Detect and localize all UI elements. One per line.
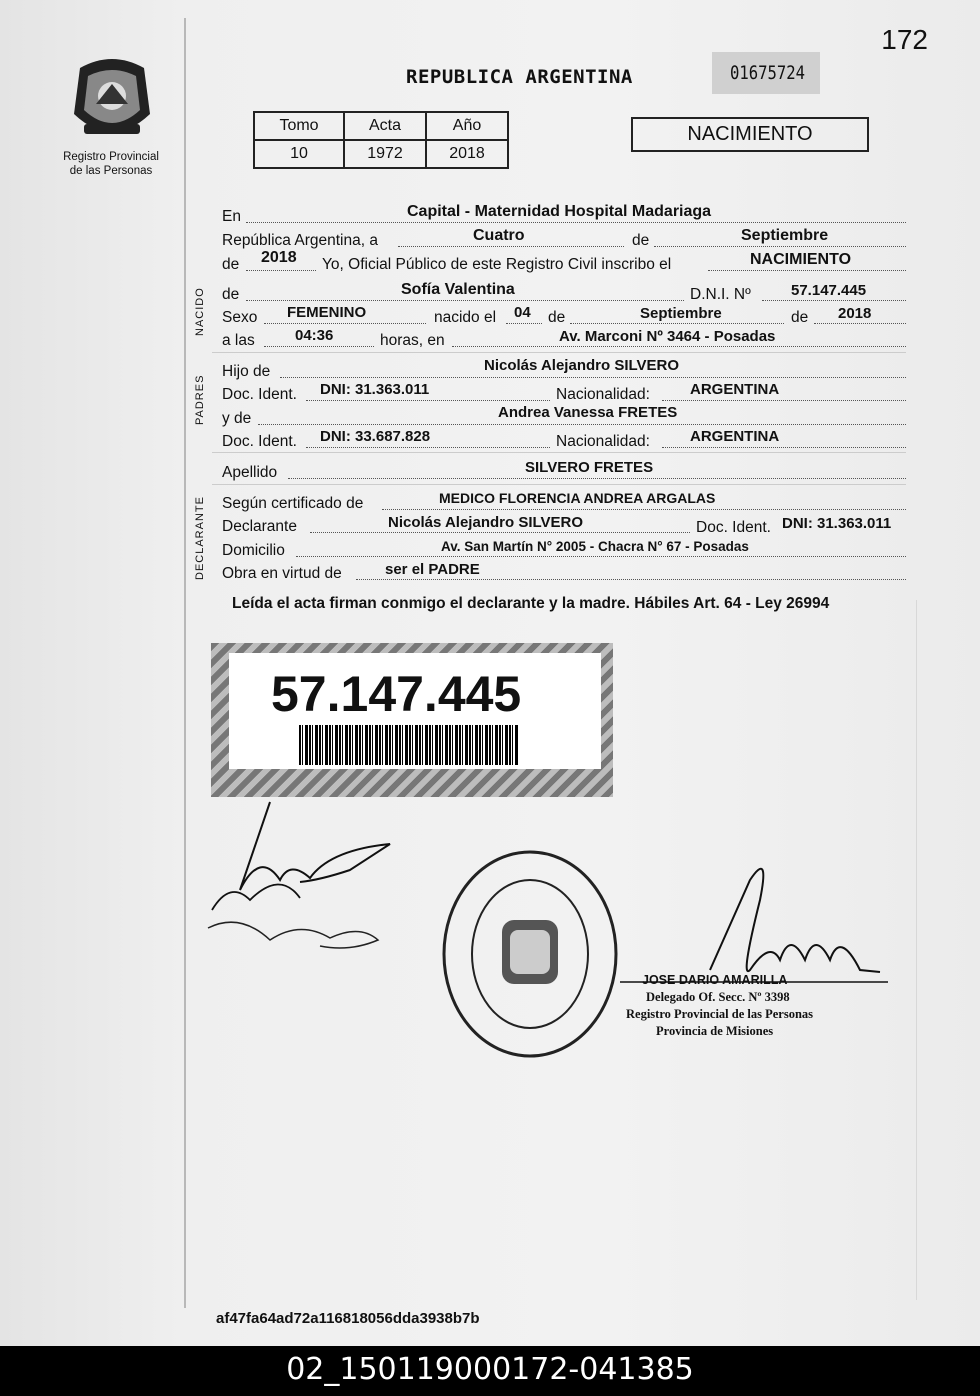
label-de-nac-anio: de <box>791 309 809 326</box>
volume-table <box>253 111 509 169</box>
barcode-icon <box>299 725 519 765</box>
value-dia: Cuatro <box>473 227 525 244</box>
value-padre: Nicolás Alejandro SILVERO <box>484 357 680 374</box>
label-doc-padre: Doc. Ident. <box>222 386 297 403</box>
value-apellido: SILVERO FRETES <box>525 459 654 476</box>
label-hijo-de: Hijo de <box>222 363 271 380</box>
page-number: 172 <box>881 24 928 55</box>
value-nac-mes: Septiembre <box>640 305 722 322</box>
label-domicilio: Domicilio <box>222 542 285 559</box>
header-anio: Año <box>426 112 508 140</box>
value-nac-dia: 04 <box>514 304 531 321</box>
value-mes: Septiembre <box>741 227 829 244</box>
value-declarante: Nicolás Alejandro SILVERO <box>388 514 584 531</box>
value-tomo: 10 <box>254 140 344 168</box>
value-declarante-doc: DNI: 31.363.011 <box>782 515 892 532</box>
dni-sticker-number: 57.147.445 <box>271 666 522 722</box>
side-label-declarante: DECLARANTE <box>194 496 206 580</box>
margin-line <box>184 18 186 1308</box>
value-padre-nac: ARGENTINA <box>690 381 780 398</box>
province-seal-icon <box>66 54 158 146</box>
value-domicilio-nac: Av. Marconi Nº 3464 - Posadas <box>559 328 776 345</box>
document-title: REPUBLICA ARGENTINA <box>406 66 633 88</box>
label-obra: Obra en virtud de <box>222 565 342 582</box>
record-type-box: NACIMIENTO <box>631 117 869 152</box>
label-a-las: a las <box>222 332 255 349</box>
section-separator <box>212 352 906 353</box>
header-tomo: Tomo <box>254 112 344 140</box>
value-padre-doc: DNI: 31.363.011 <box>320 381 430 398</box>
value-nac-anio: 2018 <box>838 305 872 322</box>
value-hora: 04:36 <box>295 327 334 344</box>
value-sexo: FEMENINO <box>287 304 367 321</box>
value-anio: 2018 <box>426 140 508 168</box>
label-en: En <box>222 208 241 225</box>
label-republica: República Argentina, a <box>222 232 378 249</box>
official-name: JOSE DARIO AMARILLA <box>642 973 788 987</box>
value-inscripcion: NACIMIENTO <box>750 251 852 268</box>
value-certificado: MEDICO FLORENCIA ANDREA ARGALAS <box>439 490 716 506</box>
label-doc-declarante: Doc. Ident. <box>696 519 771 536</box>
footer-bar <box>0 1346 980 1396</box>
label-sexo: Sexo <box>222 309 258 326</box>
dni-sticker-inner <box>229 653 601 769</box>
official-block <box>626 972 813 1040</box>
label-dni: D.N.I. Nº <box>690 286 751 303</box>
value-lugar: Capital - Maternidad Hospital Madariaga <box>407 203 712 220</box>
official-signature-icon <box>600 860 890 990</box>
header-acta: Acta <box>344 112 426 140</box>
value-madre: Andrea Vanessa FRETES <box>498 404 678 421</box>
value-madre-doc: DNI: 33.687.828 <box>320 428 431 445</box>
serial-box <box>712 52 820 94</box>
label-apellido: Apellido <box>222 464 278 481</box>
label-doc-madre: Doc. Ident. <box>222 433 297 450</box>
value-obra: ser el PADRE <box>385 561 480 578</box>
value-madre-nac: ARGENTINA <box>690 428 780 445</box>
margin-line-right <box>916 600 917 1300</box>
label-de-nac-mes: de <box>548 309 566 326</box>
footer-code: 02_150119000172-041385 <box>286 1352 694 1387</box>
official-province: Provincia de Misiones <box>656 1024 774 1038</box>
value-nombre: Sofía Valentina <box>401 281 515 298</box>
value-acta: 1972 <box>344 140 426 168</box>
official-role: Delegado Of. Secc. Nº 3398 <box>646 990 790 1004</box>
value-domicilio-decl: Av. San Martín N° 2005 - Chacra N° 67 - Posadas <box>441 539 749 554</box>
label-horas-en: horas, en <box>380 332 445 349</box>
registry-caption-line-1: Registro Provincial <box>63 151 159 163</box>
label-y-de: y de <box>222 410 252 427</box>
declarant-signature-icon <box>200 800 400 960</box>
label-segun: Según certificado de <box>222 495 364 512</box>
label-de-mes: de <box>632 232 650 249</box>
label-yo: Yo, Oficial Público de este Registro Civil inscribo el <box>322 256 672 273</box>
section-separator-3 <box>212 484 906 485</box>
side-label-padres: PADRES <box>194 374 206 425</box>
official-registry: Registro Provincial de las Personas <box>626 1007 814 1021</box>
label-nac-padre: Nacionalidad: <box>556 386 650 403</box>
value-dni: 57.147.445 <box>791 282 867 299</box>
section-separator-2 <box>212 452 906 453</box>
serial-number: 01675724 <box>730 62 806 84</box>
closing-statement: Leída el acta firman conmigo el declarante y la madre. Hábiles Art. 64 - Ley 26994 <box>232 595 830 612</box>
label-declarante: Declarante <box>222 518 297 535</box>
volume-table-values <box>254 140 508 168</box>
label-nacido-el: nacido el <box>434 309 497 326</box>
official-stamp-icon <box>440 848 620 1060</box>
registry-caption <box>40 150 182 178</box>
registry-caption-line-2: de las Personas <box>69 165 153 177</box>
value-anio: 2018 <box>261 249 297 266</box>
document-hash: af47fa64ad72a116818056dda3938b7b <box>216 1310 480 1327</box>
volume-table-header <box>254 112 508 140</box>
side-label-nacido: NACIDO <box>194 287 206 336</box>
dni-sticker <box>211 643 613 797</box>
label-de-nombre: de <box>222 286 240 303</box>
label-de-anio: de <box>222 256 240 273</box>
label-nac-madre: Nacionalidad: <box>556 433 650 450</box>
